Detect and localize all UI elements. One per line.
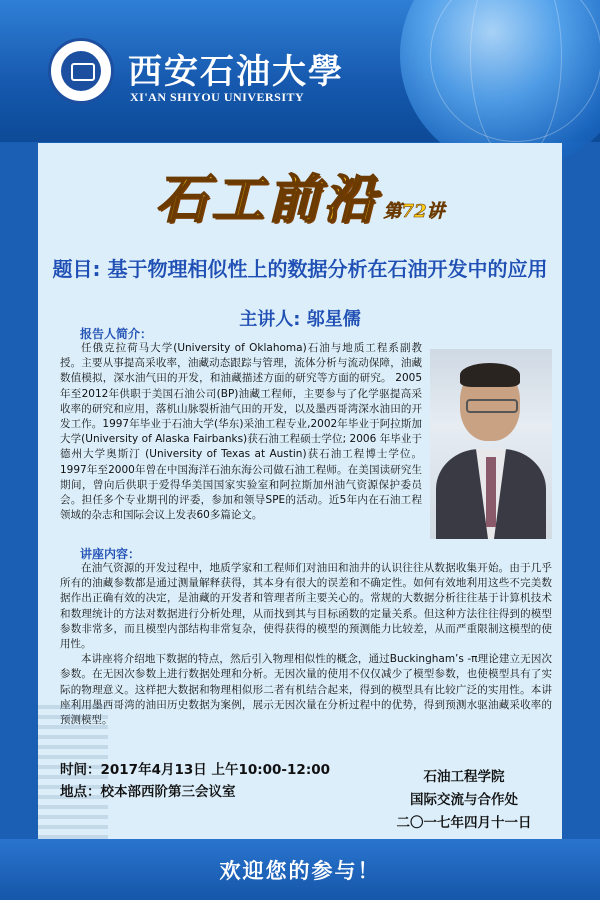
speaker-photo xyxy=(430,349,552,539)
organizer-office: 国际交流与合作处 xyxy=(410,792,518,808)
lecture-topic: 题目: 基于物理相似性上的数据分析在石油开发中的应用 xyxy=(52,257,548,281)
series-number: 第72讲 xyxy=(383,201,445,222)
speaker-bio xyxy=(60,341,552,543)
poster-panel xyxy=(38,143,562,839)
event-place: 地点：校本部西阶第三会议室 xyxy=(60,784,236,800)
university-seal-icon xyxy=(48,38,114,104)
welcome-text: 欢迎您的参与！ xyxy=(219,859,381,883)
lecture-content xyxy=(60,561,552,728)
university-name-cn: 西安石油大學 xyxy=(128,52,344,92)
organizer-school: 石油工程学院 xyxy=(423,769,505,785)
series-heading xyxy=(38,157,562,232)
content-label: 讲座内容： xyxy=(80,547,141,561)
content-paragraph-2: 本讲座将介绍地下数据的特点，然后引入物理相似性的概念，通过Buckingham’s -π理论建立无因次参数。在无因次参数上进行数据处理和分析。无因次量的使用不仅仅减少了模型参数，也使模型具有了实际的物理意义。这样把大数据和物理相似形二者有机结合起来，得到的模型具有比较广泛的实用性。本讲座利用墨西哥湾的油田历史数据为案例，展示无因次量在分析过程中的优势，得到预测水驱油藏采收率的预测模型。 xyxy=(60,653,552,727)
event-time: 时间：2017年4月13日 上午10:00-12:00 xyxy=(60,762,330,778)
header-banner xyxy=(0,0,600,142)
speaker-name: 主讲人: 邬星儒 xyxy=(239,309,361,330)
university-name-en: XI'AN SHIYOU UNIVERSITY xyxy=(130,90,305,104)
footer-banner xyxy=(0,839,600,900)
series-title: 石工前沿 xyxy=(155,169,380,230)
issue-date: 二〇一七年四月十一日 xyxy=(396,815,532,831)
bio-text: 任俄克拉荷马大学(University of Oklahoma)石油与地质工程系副教授。主要从事提高采收率，油藏动态跟踪与管理，流体分析与流动保障，油藏数值模拟，深水油气田的开发，和油藏描述方面的研究等方面的研究。 2005年至2012年供职于美国石油公司(BP)油藏工程师，主要参与了化学驱提高采收率的研究和应用，落机山脉裂析油气田的开发，以及墨西哥湾深水油田的开发工作。1997年毕业于石油大学(华东)采油工程专业,2002年毕业于阿拉斯加大学(University of Alaska Fairbanks)获石油工程硕士学位; 2006 年毕业于德州大学奥斯汀 (University of Texas at Austin)获石油工程博士学位。 1997年至2000年曾在中国海洋石油东海公司做石油工程师。在美国读研究生期间，曾向后供职于爱得华美国国家实验室和阿拉斯加州油气资源保护委员会。担任多个专业期刊的评委，参加和领导SPE的活动。近5年内在石油工程领域的杂志和国际会议上发表60多篇论文。 xyxy=(60,342,422,522)
content-paragraph-1: 在油气资源的开发过程中，地质学家和工程师们对油田和油井的认识往往从数据收集开始。由于几乎所有的油藏参数都是通过测量解释获得，其本身有很大的误差和不确定性。如何有效地利用这些不完美数据作出正确有效的决定，是油藏的开发者和管理者所主要关心的。常规的大数据分析往往基于计算机技术和数理统计的方法对数据进行分析处理，从而找到其与目标函数的定量关系。但这种方法往往得到的模型参数非常多，而且模型内部结构非常复杂，使得获得的模型的预测能力比较差，从而严重限制这模型的使用性。 xyxy=(60,562,552,651)
bio-label: 报告人简介： xyxy=(80,327,153,341)
